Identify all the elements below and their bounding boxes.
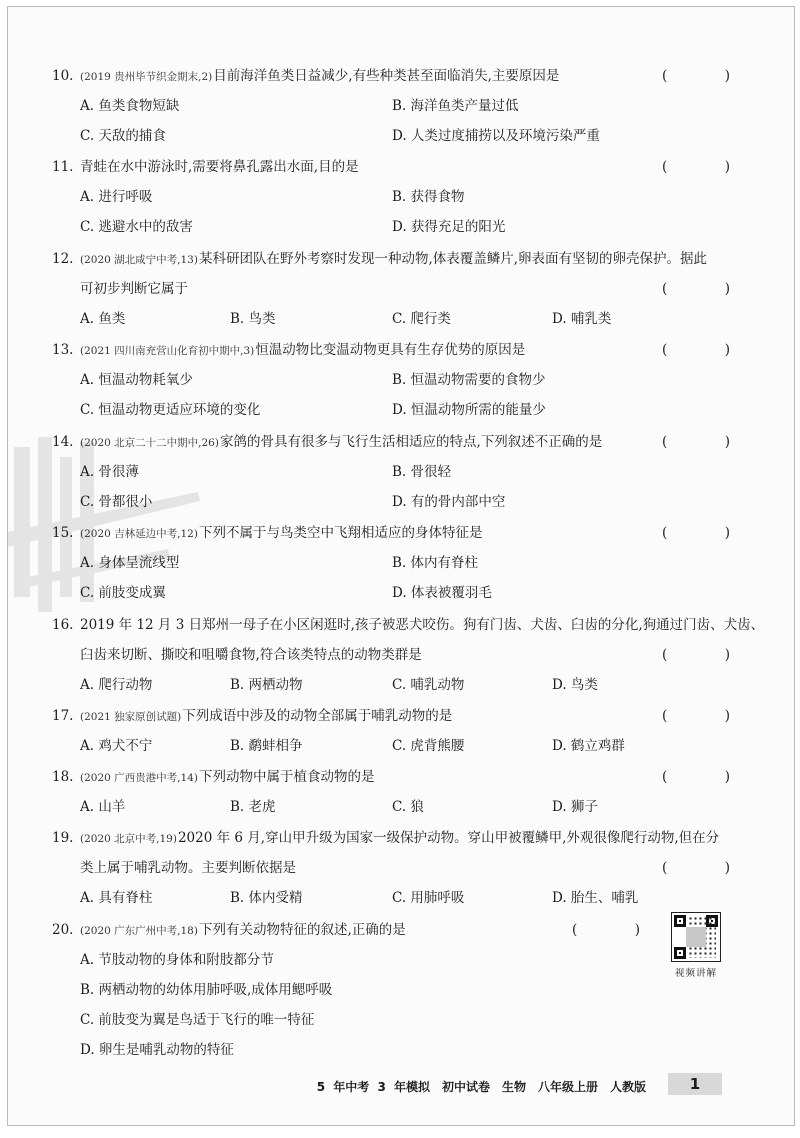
option-d: D. 恒温动物所需的能量少 [392,402,546,418]
answer-blank: ( ) [661,525,752,541]
question-stem-continued: 臼齿来切断、撕咬和咀嚼食物,符合该类特点的动物类群是 [80,647,422,663]
answer-blank: ( ) [661,860,752,876]
answer-blank: ( ) [661,281,752,297]
question-source: (2019 贵州毕节织金期末,2) [80,71,213,83]
question-source: (2020 广西贵港中考,14) [80,772,198,784]
option-a: A. 身体呈流线型 [80,555,180,571]
option-b: B. 海洋鱼类产量过低 [392,98,519,114]
question-17 [52,701,752,761]
question-13 [52,335,752,425]
option-b: B. 骨很轻 [392,464,452,480]
option-b: B. 鹬蚌相争 [230,738,303,754]
option-b: B. 体内有脊柱 [392,555,479,571]
question-stem: 下列有关动物特征的叙述,正确的是 [198,922,406,938]
qr-code-icon[interactable] [671,912,721,962]
question-stem: 目前海洋鱼类日益减少,有些种类甚至面临消失,主要原因是 [213,68,560,84]
question-stem: 2019 年 12 月 3 日郑州一母子在小区闲逛时,孩子被恶犬咬伤。狗有门齿、犬齿、臼齿的分化,狗通过门齿、犬齿、 [80,617,765,633]
answer-blank: ( ) [571,922,662,938]
option-b: B. 获得食物 [392,189,465,205]
option-c: C. 用肺呼吸 [392,890,465,906]
question-source: (2021 四川南充营山化育初中期中,3) [80,345,255,357]
option-b: B. 两栖动物的幼体用肺呼吸,成体用鳃呼吸 [80,982,333,998]
option-b: B. 老虎 [230,799,276,815]
option-c: C. 爬行类 [392,311,451,327]
question-19 [52,823,752,913]
option-d: D. 体表被覆羽毛 [392,585,492,601]
answer-blank: ( ) [661,68,752,84]
option-c: C. 前肢变为翼是鸟适于飞行的唯一特征 [80,1012,315,1028]
question-stem: 下列成语中涉及的动物全部属于哺乳动物的是 [182,708,453,724]
question-20 [52,915,662,1065]
question-number: 13. [52,342,74,358]
question-number: 20. [52,922,74,938]
option-b: B. 鸟类 [230,311,276,327]
question-source: (2020 湖北咸宁中考,13) [80,254,198,266]
question-15 [52,518,752,608]
option-d: D. 获得充足的阳光 [392,219,506,235]
option-c: C. 天敌的捕食 [80,128,166,144]
question-stem: 青蛙在水中游泳时,需要将鼻孔露出水面,目的是 [80,159,359,175]
question-stem-continued: 类上属于哺乳动物。主要判断依据是 [80,860,296,876]
answer-blank: ( ) [661,708,752,724]
question-stem: 恒温动物比变温动物更具有生存优势的原因是 [255,342,526,358]
question-11 [52,152,752,242]
option-a: A. 骨很薄 [80,464,139,480]
question-stem: 某科研团队在野外考察时发现一种动物,体表覆盖鳞片,卵表面有坚韧的卵壳保护。据此 [198,251,708,267]
question-18 [52,762,752,822]
option-d: D. 鸟类 [552,677,598,693]
qr-label: 视频讲解 [674,968,717,979]
question-10 [52,61,752,151]
question-12 [52,244,752,334]
page-number: 1 [668,1073,722,1095]
option-d: D. 狮子 [552,799,598,815]
option-a: A. 鱼类 [80,311,126,327]
question-number: 11. [52,159,74,175]
option-c: C. 哺乳动物 [392,677,465,693]
option-a: A. 鱼类食物短缺 [80,98,180,114]
question-number: 12. [52,251,74,267]
question-number: 18. [52,769,74,785]
question-source: (2020 广东广州中考,18) [80,925,198,937]
option-b: B. 两栖动物 [230,677,303,693]
question-14 [52,427,752,517]
option-a: A. 节肢动物的身体和附肢都分节 [80,952,274,968]
question-number: 15. [52,525,74,541]
question-source: (2020 吉林延边中考,12) [80,528,198,540]
question-stem: 2020 年 6 月,穿山甲升级为国家一级保护动物。穿山甲被覆鳞甲,外观很像爬行动物,但在分 [177,830,720,846]
question-source: (2021 独家原创试题) [80,711,182,723]
option-c: C. 恒温动物更适应环境的变化 [80,402,261,418]
option-d: D. 胎生、哺乳 [552,890,639,906]
question-stem: 家鸽的骨具有很多与飞行生活相适应的特点,下列叙述不正确的是 [219,434,603,450]
answer-blank: ( ) [661,342,752,358]
question-stem-continued: 可初步判断它属于 [80,281,188,297]
answer-blank: ( ) [661,769,752,785]
question-source: (2020 北京二十二中期中,26) [80,437,219,449]
answer-blank: ( ) [661,159,752,175]
question-number: 14. [52,434,74,450]
option-d: D. 哺乳类 [552,311,612,327]
option-a: A. 山羊 [80,799,126,815]
page-footer [8,1073,794,1103]
option-b: B. 体内受精 [230,890,303,906]
question-16 [52,610,765,700]
option-a: A. 鸡犬不宁 [80,738,153,754]
question-number: 19. [52,830,74,846]
option-c: C. 虎背熊腰 [392,738,465,754]
exam-page [7,6,795,1126]
question-number: 16. [52,617,74,633]
option-a: A. 爬行动物 [80,677,153,693]
video-explanation-qr[interactable] [670,912,722,979]
question-source: (2020 北京中考,19) [80,833,177,845]
option-c: C. 骨都很小 [80,494,153,510]
option-c: C. 狼 [392,799,424,815]
option-d: D. 有的骨内部中空 [392,494,506,510]
option-d: D. 鹤立鸡群 [552,738,625,754]
option-a: A. 恒温动物耗氧少 [80,372,193,388]
option-c: C. 前肢变成翼 [80,585,166,601]
book-title: 5 年中考 3 年模拟 初中试卷 生物 八年级上册 人教版 [316,1080,646,1094]
answer-blank: ( ) [661,647,752,663]
option-c: C. 逃避水中的敌害 [80,219,193,235]
question-stem: 下列不属于与鸟类空中飞翔相适应的身体特征是 [198,525,483,541]
answer-blank: ( ) [661,434,752,450]
option-b: B. 恒温动物需要的食物少 [392,372,546,388]
option-a: A. 进行呼吸 [80,189,153,205]
option-a: A. 具有脊柱 [80,890,153,906]
option-d: D. 卵生是哺乳动物的特征 [80,1042,234,1058]
question-stem: 下列动物中属于植食动物的是 [198,769,375,785]
question-number: 10. [52,68,74,84]
option-d: D. 人类过度捕捞以及环境污染严重 [392,128,600,144]
question-number: 17. [52,708,74,724]
